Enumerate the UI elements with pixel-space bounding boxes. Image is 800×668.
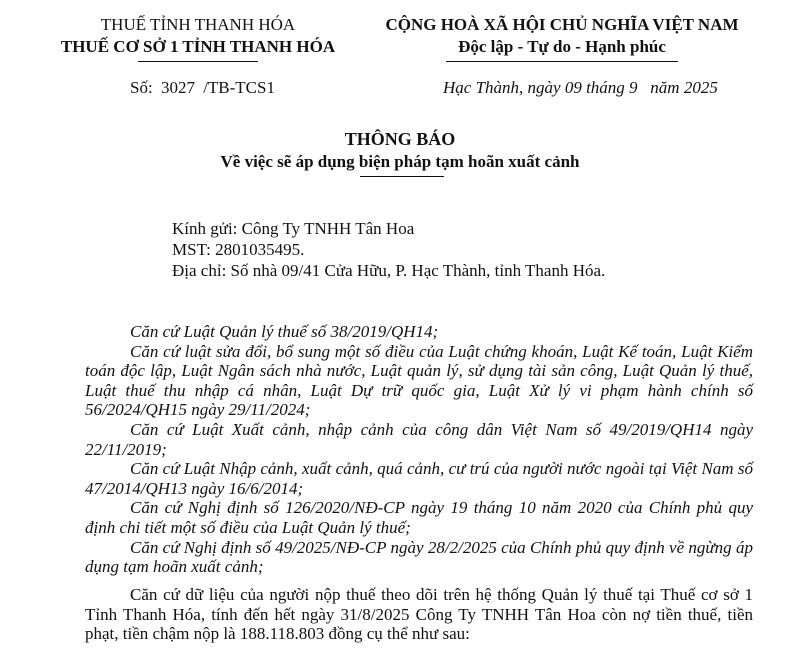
national-motto: Độc lập - Tự do - Hạnh phúc (458, 37, 666, 56)
document-number-suffix: /TB-TCS1 (203, 78, 275, 97)
document-title: THÔNG BÁO (344, 129, 456, 149)
document-subtitle: Về việc sẽ áp dụng biện pháp tạm hoãn xuất cảnh (220, 152, 580, 171)
agency-underline (138, 61, 258, 62)
document-number-value: 3027 (160, 78, 195, 97)
legal-basis-item: Căn cứ Luật Xuất cảnh, nhập cảnh của công dân Việt Nam số 49/2019/QH14 ngày 22/11/2019; (85, 419, 753, 459)
recipient-line: Kính gửi: Công Ty TNHH Tân Hoa (172, 219, 415, 238)
legal-basis-item: Căn cứ luật sửa đổi, bổ sung một số điều của Luật chứng khoán, Luật Kế toán, Luật Kiểm toán độc lập, Luật Ngân sách nhà nước, Luật quản lý, sử dụng tài sản công, Luật Quản lý thuế, Luật thuế thu nhập cá nhân, Luật Dự trữ quốc gia, Luật Xử lý vi phạm hành chính số 56/2024/QH15 ngày 29/11/2024; (85, 341, 753, 420)
tax-code-line: MST: 2801035495. (172, 240, 305, 259)
legal-basis-item: Căn cứ Nghị định số 49/2025/NĐ-CP ngày 28/2/2025 của Chính phủ quy định về ngừng áp dụng tạm hoãn xuất cảnh; (85, 537, 753, 577)
document-date: Hạc Thành, ngày 09 tháng 9 năm 2025 (443, 78, 718, 97)
issuing-agency-name: THUẾ CƠ SỞ 1 TỈNH THANH HÓA (60, 37, 336, 56)
legal-basis-item: Căn cứ Luật Nhập cảnh, xuất cảnh, quá cảnh, cư trú của người nước ngoài tại Việt Nam số 47/2014/QH13 ngày 16/6/2014; (85, 459, 753, 498)
debt-paragraph (85, 585, 753, 644)
subtitle-underline (360, 176, 444, 177)
legal-bases (85, 322, 753, 577)
parent-agency-name: THUẾ TỈNH THANH HÓA (100, 15, 296, 34)
motto-underline (446, 61, 678, 62)
legal-basis-item: Căn cứ Luật Quản lý thuế số 38/2019/QH14; (130, 322, 439, 341)
address-line: Địa chỉ: Số nhà 09/41 Cửa Hữu, P. Hạc Thành, tỉnh Thanh Hóa. (172, 261, 606, 280)
document-number (130, 78, 275, 98)
legal-basis-item: Căn cứ Nghị định số 126/2020/NĐ-CP ngày 19 tháng 10 năm 2020 của Chính phủ quy định chi tiết một số điều của Luật Quản lý thuế; (85, 498, 753, 537)
national-title: CỘNG HOÀ XÃ HỘI CHỦ NGHĨA VIỆT NAM (385, 15, 739, 34)
debt-paragraph-text: Căn cứ dữ liệu của người nộp thuế theo dõi trên hệ thống Quản lý thuế tại Thuế cơ sở 1 Tỉnh Thanh Hóa, tính đến hết ngày 31/8/2025 Công Ty TNHH Tân Hoa còn nợ tiền thuế, tiền phạt, tiền chậm nộp là 188.118.803 đồng cụ thể như sau: (85, 585, 753, 644)
document-number-label: Số: (130, 78, 153, 97)
national-header (352, 14, 772, 62)
agency-header (48, 14, 348, 62)
